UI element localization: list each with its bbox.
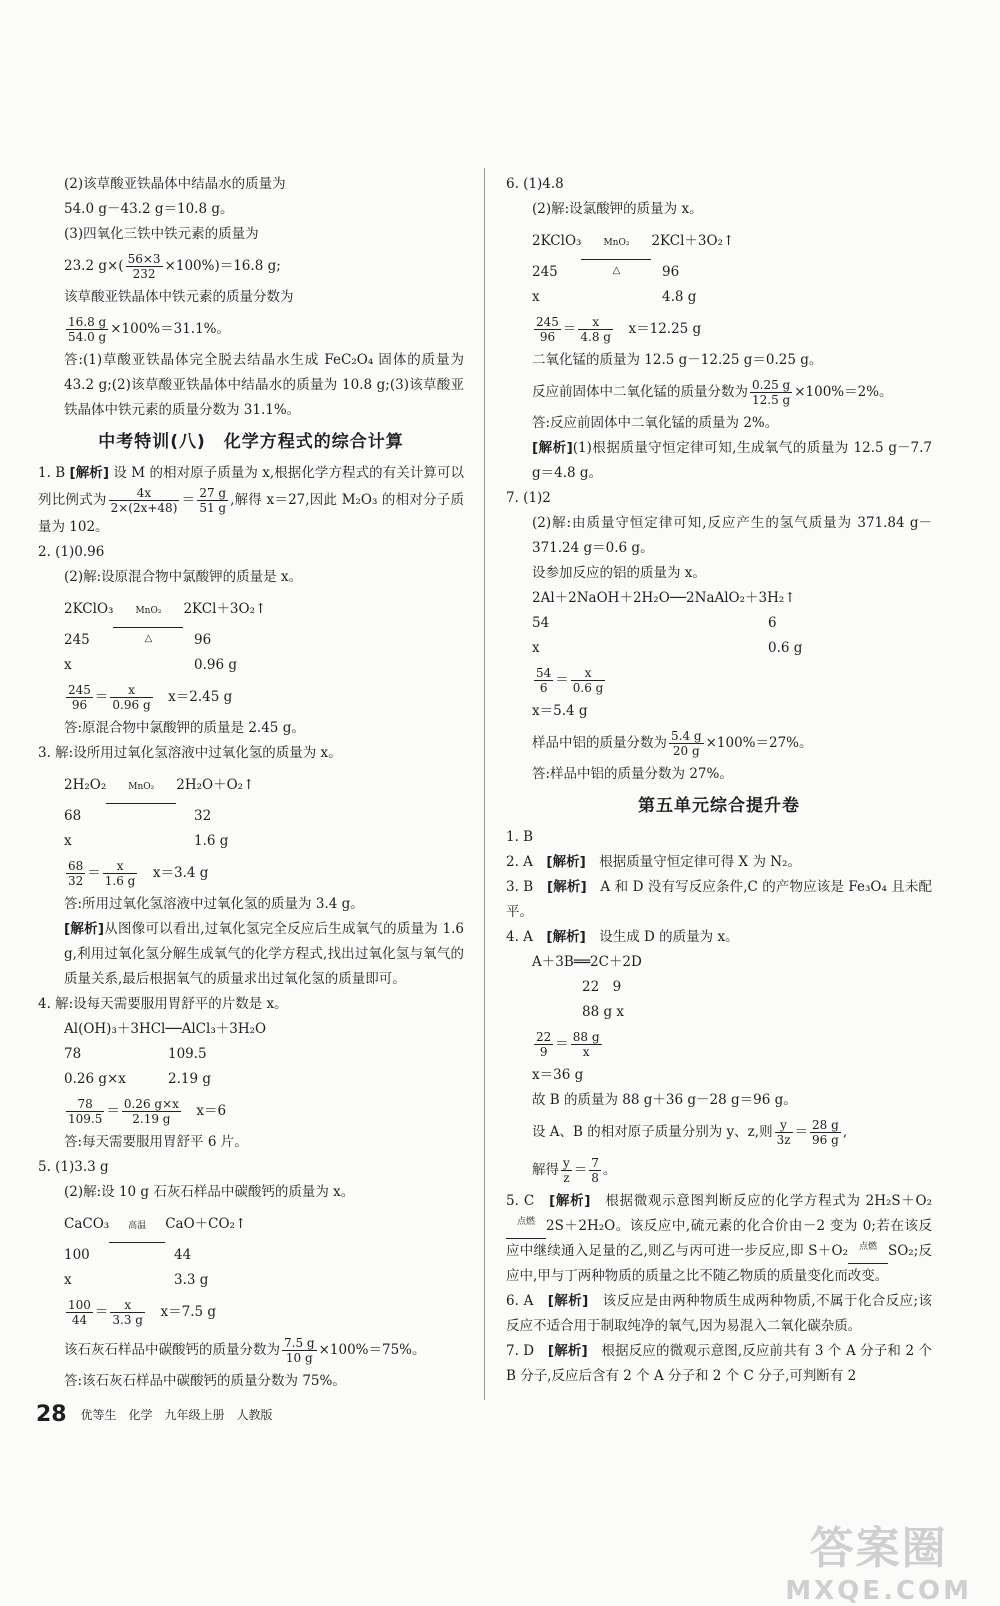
numerator: 27 g — [199, 486, 227, 500]
numerator: x — [578, 315, 613, 330]
reactants: 2KClO₃ — [532, 233, 582, 249]
numerator: 54 — [536, 666, 552, 680]
reaction-arrow — [848, 1242, 888, 1264]
unit-question-7 — [506, 1339, 932, 1389]
unit-question-5 — [506, 1189, 932, 1289]
catalyst: MnO₂ — [128, 782, 155, 792]
result: x＝3.4 g — [152, 865, 209, 881]
analysis-tag: [解析] — [69, 465, 110, 481]
question-2: 2. (1)0.96 — [38, 544, 105, 560]
formula-text: ×100%＝27%。 — [705, 735, 813, 751]
result: x＝6 — [196, 1103, 227, 1119]
mass-value: 32 — [194, 808, 212, 824]
denominator: 6 — [539, 681, 548, 695]
mass-row — [38, 653, 464, 678]
analysis-tag: [解析] — [549, 1193, 591, 1209]
text-line: (3)四氧化三铁中铁元素的质量为 — [64, 226, 259, 242]
answer-paragraph: 答:(1)草酸亚铁晶体完全脱去结晶水生成 FeC₂O₄ 固体的质量为 43.2 g;(2)该草酸亚铁晶体中结晶水的质量为 10.8 g;(3)该草酸亚铁晶体中铁元素的质量分数为 31.1%。 — [64, 352, 464, 418]
formula-line — [38, 247, 464, 285]
fraction — [775, 1118, 793, 1147]
answer-line: 答:所用过氧化氢溶液中过氧化氢的质量为 3.4 g。 — [64, 896, 364, 912]
result-line: x＝36 g — [532, 1067, 584, 1083]
mass-value: 0.6 g — [768, 640, 803, 656]
numerator: 4x — [109, 486, 180, 501]
numerator: 245 — [536, 315, 559, 329]
formula-text: 样品中铝的质量分数为 — [532, 735, 667, 751]
fraction — [66, 683, 93, 712]
numerator: 0.25 g — [752, 378, 791, 392]
formula-line — [506, 724, 932, 762]
mass-value: x — [64, 657, 72, 673]
formula-text: ×100%＝31.1%。 — [110, 321, 231, 337]
reaction-arrow — [109, 1221, 165, 1243]
denominator: 2×(2x+48) — [110, 501, 178, 515]
fraction — [669, 729, 704, 758]
result: x＝7.5 g — [160, 1304, 217, 1320]
page-number: 28 — [36, 1402, 67, 1427]
column-divider — [484, 168, 485, 1400]
denominator: 109.5 — [68, 1112, 103, 1126]
fraction — [103, 859, 138, 888]
fraction — [534, 315, 561, 344]
fraction — [810, 1118, 841, 1147]
reaction-arrow — [506, 1217, 546, 1239]
fraction — [589, 1156, 601, 1185]
analysis-text: A 和 D 没有写反应条件,C 的产物应该是 Fe₃O₄ 且未配平。 — [506, 879, 933, 920]
reactant: O₂ — [915, 1193, 932, 1209]
watermark-url: MXQE.COM — [785, 1576, 972, 1606]
reaction-arrow — [581, 238, 651, 276]
products: 2H₂O＋O₂↑ — [176, 777, 255, 793]
mass-value: 245 — [64, 632, 90, 648]
question-number: 4. A — [506, 929, 533, 945]
fraction — [571, 1030, 602, 1059]
numerator: y — [563, 1156, 570, 1170]
analysis-text: (1)根据质量守恒定律可知,生成氧气的质量为 12.5 g－7.7 g＝4.8 g。 — [532, 440, 932, 481]
unit-question-6 — [506, 1289, 932, 1339]
denominator: 10 g — [285, 1351, 313, 1365]
mass-row: 22 9 — [582, 979, 622, 995]
mass-value: 245 — [532, 264, 558, 280]
formula-line: 解得 $\frac{y}{z}$ ＝ $\frac{7}{8}$ 。 — [532, 1156, 617, 1185]
mass-value: 78 — [64, 1046, 82, 1062]
reactant: O₂ — [831, 1243, 848, 1259]
denominator: 3z — [776, 1133, 791, 1147]
question-text: 设 M 的相对原子质量为 x,根据化学方程式的有关计算可以列比例式为 — [38, 465, 465, 508]
mass-value: 68 — [64, 808, 82, 824]
fraction — [109, 486, 180, 515]
analysis-tag: [解析] — [532, 440, 573, 456]
analysis-text: 根据质量守恒定律可得 X 为 N₂。 — [599, 854, 801, 870]
denominator: 3.3 g — [112, 1313, 143, 1327]
text-line: (2)解:设 10 g 石灰石样品中碳酸钙的质量为 x。 — [64, 1184, 355, 1200]
formula-text: ×100%)＝16.8 g; — [164, 258, 281, 274]
unit-question-3 — [506, 875, 932, 925]
fraction — [66, 1097, 104, 1126]
section-heading: 第五单元综合提升卷 — [638, 796, 800, 816]
question-number: 3. B — [506, 879, 534, 895]
section-heading: 中考特训(八) 化学方程式的综合计算 — [98, 432, 404, 452]
proportion: $\frac{78}{109.5}$ ＝ $\frac{0.26 g\times x}{2.19 g}$ x＝6 — [68, 1097, 227, 1126]
analysis-text: 根据反应的微观示意图,反应前共有 3 个 A 分子和 2 个 B 分子,反应后含有 2 个 A 分子和 2 个 C 分子,可判断有 2 — [506, 1343, 933, 1384]
fraction — [110, 683, 152, 712]
condition: 点燃 — [516, 1217, 535, 1227]
chemical-equation — [38, 766, 464, 804]
formula-line — [38, 1331, 464, 1369]
question-number: 6. A — [506, 1293, 534, 1309]
proportion: $\frac{68}{32}$ ＝ $\frac{x}{1.6 g}$ x＝3.4 g — [68, 859, 209, 888]
numerator: 56×3 — [127, 252, 161, 266]
analysis-text: 设生成 D 的质量为 x。 — [599, 929, 739, 945]
numerator: 0.26 g×x — [123, 1097, 179, 1111]
formula-text: 反应前固体中二氧化锰的质量分数为 — [532, 384, 748, 400]
unit-question-1: 1. B — [506, 829, 534, 845]
book-title: 优等生 化学 九年级上册 人教版 — [80, 1408, 273, 1422]
mass-value: 96 — [194, 632, 212, 648]
answer-line: 答:反应前固体中二氧化锰的质量为 2%。 — [532, 415, 779, 431]
mass-row: 88 g x — [582, 1004, 625, 1020]
formula-text: 该石灰石样品中碳酸钙的质量分数为 — [64, 1342, 280, 1358]
numerator: x — [110, 1298, 145, 1313]
text-line: 54.0 g－43.2 g＝10.8 g。 — [64, 201, 234, 217]
analysis-tag: [解析] — [547, 1293, 589, 1309]
mass-value: 109.5 — [168, 1046, 207, 1062]
text-line: 故 B 的质量为 88 g＋36 g－28 g＝96 g。 — [532, 1092, 797, 1108]
chemical-equation: Al(OH)₃＋3HCl──AlCl₃＋3H₂O — [64, 1021, 267, 1037]
numerator: x — [103, 859, 138, 874]
answer-line: 答:该石灰石样品中碳酸钙的质量分数为 75%。 — [64, 1373, 346, 1389]
analysis-text: 根据微观示意图判断反应的化学方程式为 2H₂S＋ — [605, 1193, 916, 1209]
chemical-equation: A＋3B══2C＋2D — [532, 954, 642, 970]
watermark-logo — [785, 1512, 972, 1606]
numerator: 7.5 g — [284, 1336, 315, 1350]
proportion: $\frac{245}{96}$ ＝ $\frac{x}{0.96 g}$ x＝2.45 g — [68, 683, 233, 712]
proportion: $\frac{245}{96}$ ＝ $\frac{x}{4.8 g}$ x＝12.25 g — [536, 315, 702, 344]
mass-value: 44 — [174, 1247, 192, 1263]
formula-text: ×100%＝75%。 — [318, 1342, 426, 1358]
analysis-tag: [解析] — [547, 1343, 588, 1359]
mass-value: x — [64, 1272, 72, 1288]
unit-question-4 — [506, 925, 932, 950]
mass-value: 4.8 g — [662, 289, 697, 305]
mass-value: 54 — [532, 615, 550, 631]
denominator: 96 g — [812, 1133, 839, 1147]
mass-row — [38, 1268, 464, 1293]
fraction — [66, 1298, 93, 1327]
proportion: $\frac{54}{6}$ ＝ $\frac{x}{0.6 g}$ — [536, 666, 604, 695]
denominator: 232 — [132, 267, 156, 281]
mass-row — [38, 628, 464, 653]
analysis-paragraph — [506, 436, 932, 486]
fraction — [571, 666, 606, 695]
fraction — [110, 1298, 145, 1327]
analysis-text: 2S＋2H₂O。该反应中,硫元素的化合价由－2 变为 0;若在该反应中继续通入足量的乙,则乙与丙可进一步反应,即 S＋ — [506, 1218, 932, 1259]
mass-value: 3.3 g — [174, 1272, 209, 1288]
mass-row — [506, 636, 932, 661]
numerator: 16.8 g — [68, 315, 107, 329]
numerator: 245 — [68, 683, 91, 697]
analysis-paragraph — [38, 917, 464, 992]
formula-text: 设 A、B 的相对原子质量分别为 y、z,则 — [532, 1124, 773, 1140]
fraction — [282, 1336, 317, 1365]
question-number: 2. A — [506, 854, 533, 870]
denominator: 44 — [71, 1313, 88, 1327]
mass-value: 1.6 g — [194, 833, 229, 849]
denominator: 51 g — [199, 501, 227, 515]
right-column — [506, 172, 932, 1389]
numerator: 88 g — [572, 1030, 600, 1044]
condition: 点燃 — [858, 1242, 877, 1252]
products: 2KCl＋3O₂↑ — [183, 601, 267, 617]
mass-row — [38, 829, 464, 854]
denominator: 1.6 g — [104, 874, 136, 888]
formula-line — [38, 310, 464, 348]
fraction — [66, 315, 108, 344]
text-line: (2)解:设原混合物中氯酸钾的质量是 x。 — [64, 569, 303, 585]
analysis-tag: [解析] — [546, 929, 586, 945]
analysis-text: 该反应是由两种物质生成两种物质,不属于化合反应;该反应不适合用于制取纯净的氧气,因为易混入二氧化碳杂质。 — [506, 1293, 933, 1334]
denominator: z — [563, 1171, 570, 1185]
result: x＝12.25 g — [628, 321, 702, 337]
result-line: x＝5.4 g — [532, 703, 588, 719]
mass-value: x — [532, 640, 540, 656]
question-5: 5. (1)3.3 g — [38, 1159, 109, 1175]
catalyst: MnO₂ — [135, 606, 162, 616]
mass-row — [38, 1243, 464, 1268]
question-3: 3. 解:设所用过氧化氢溶液中过氧化氢的质量为 x。 — [38, 745, 342, 761]
unit-question-2 — [506, 850, 932, 875]
reactants: 2H₂O₂ — [64, 777, 107, 793]
proportion: $\frac{100}{44}$ ＝ $\frac{x}{3.3 g}$ x＝7.5 g — [68, 1298, 217, 1327]
reactants: CaCO₃ — [64, 1216, 110, 1232]
denominator: 96 — [539, 330, 556, 344]
analysis-text: SO₂;反应中,甲与丁两种物质的质量之比不随乙物质的质量变化而改变。 — [506, 1243, 933, 1284]
mass-row — [38, 1042, 464, 1067]
mass-value: 96 — [662, 264, 680, 280]
heat-symbol: △ — [144, 633, 153, 644]
proportion: $\frac{22}{9}$ ＝ $\frac{88 g}{x}$ — [536, 1030, 600, 1059]
mass-value: x — [64, 833, 72, 849]
mass-row — [506, 260, 932, 285]
question-4: 4. 解:设每天需要服用胃舒平的片数是 x。 — [38, 996, 288, 1012]
numerator: 22 — [536, 1030, 552, 1044]
formula-line — [506, 373, 932, 411]
mass-value: 6 — [768, 615, 777, 631]
chemical-equation — [38, 1205, 464, 1243]
chemical-equation: 2Al＋2NaOH＋2H₂O──2NaAlO₂＋3H₂↑ — [532, 590, 796, 606]
mass-value: 100 — [64, 1247, 90, 1263]
watermark-text: 答案圈 — [809, 1523, 948, 1574]
numerator: 78 — [66, 1097, 104, 1112]
text-line: (2)解:设氯酸钾的质量为 x。 — [532, 201, 703, 217]
numerator: y — [775, 1118, 793, 1133]
answer-line: 答:每天需要服用胃舒平 6 片。 — [64, 1134, 248, 1150]
formula-text: 23.2 g×( — [64, 258, 124, 274]
numerator: 5.4 g — [671, 729, 702, 743]
reactants: 2KClO₃ — [64, 601, 114, 617]
heat-symbol: △ — [612, 265, 621, 276]
denominator: 0.96 g — [112, 698, 151, 712]
question-number: 5. C — [506, 1193, 535, 1209]
analysis-text: 从图像可以看出,过氧化氢完全反应后生成氧气的质量为 1.6 g,利用过氧化氢分解生成氧气的化学方程式,找出过氧化氢与氧气的质量关系,最后根据氧气的质量求出过氧化氢的质量即可。 — [64, 921, 464, 987]
catalyst: MnO₂ — [603, 238, 630, 248]
numerator: x — [571, 666, 606, 681]
formula-text: 解得 — [532, 1162, 559, 1178]
denominator: 0.6 g — [572, 681, 604, 695]
mass-row — [38, 804, 464, 829]
formula-line: 设 A、B 的相对原子质量分别为 y、z,则 $\frac{y}{3z}$ ＝ $\frac{28 g}{96 g}$ , — [532, 1118, 848, 1147]
answer-line: 答:样品中铝的质量分数为 27%。 — [532, 766, 733, 782]
denominator: x — [582, 1045, 590, 1059]
numerator: x — [110, 683, 152, 698]
denominator: 32 — [68, 874, 84, 888]
analysis-tag: [解析] — [546, 879, 587, 895]
fraction — [561, 1156, 572, 1185]
analysis-tag: [解析] — [546, 854, 586, 870]
fraction — [66, 859, 85, 888]
question-6: 6. (1)4.8 — [506, 176, 564, 192]
denominator: 12.5 g — [752, 393, 791, 407]
denominator: 54.0 g — [68, 330, 107, 344]
equals: ＝ — [181, 492, 196, 508]
fraction — [122, 1097, 181, 1126]
question-number: 1. B — [38, 465, 66, 481]
products: CaO＋CO₂↑ — [165, 1216, 247, 1232]
page-footer — [36, 1402, 272, 1428]
fraction — [750, 378, 792, 407]
denominator: 96 — [71, 698, 88, 712]
text-line: (2)该草酸亚铁晶体中结晶水的质量为 — [64, 176, 286, 192]
question-text: ,解得 x＝27,因此 M₂O₃ 的相对分子质量为 102。 — [38, 492, 465, 535]
formula-text: ×100%＝2%。 — [794, 384, 893, 400]
mass-value: 0.26 g×x — [64, 1071, 126, 1087]
denominator: 8 — [591, 1171, 599, 1185]
text-line: 该草酸亚铁晶体中铁元素的质量分数为 — [64, 289, 294, 305]
mass-row — [38, 1067, 464, 1092]
question-7: 7. (1)2 — [506, 490, 551, 506]
condition: 高温 — [128, 1221, 147, 1231]
answer-line: 答:原混合物中氯酸钾的质量是 2.45 g。 — [64, 720, 305, 736]
fraction — [126, 252, 163, 281]
question-number: 7. D — [506, 1343, 535, 1359]
fraction — [197, 486, 228, 515]
denominator: 20 g — [672, 744, 700, 758]
mass-value: x — [532, 289, 540, 305]
products: 2KCl＋3O₂↑ — [651, 233, 735, 249]
fraction — [534, 1030, 553, 1059]
fraction — [534, 666, 553, 695]
left-column — [38, 172, 464, 1394]
result: x＝2.45 g — [168, 689, 233, 705]
denominator: 4.8 g — [580, 330, 611, 344]
mass-value: 0.96 g — [194, 657, 237, 673]
text-paragraph: (2)解:由质量守恒定律可知,反应产生的氢气质量为 371.84 g－371.24 g＝0.6 g。 — [532, 515, 932, 556]
text-line: 二氧化锰的质量为 12.5 g－12.25 g＝0.25 g。 — [532, 352, 823, 368]
numerator: 100 — [68, 1298, 91, 1312]
fraction — [578, 315, 613, 344]
question-1 — [38, 461, 464, 540]
mass-value: 2.19 g — [168, 1071, 211, 1087]
numerator: 7 — [591, 1156, 599, 1170]
denominator: 9 — [539, 1045, 548, 1059]
mass-row — [506, 611, 932, 636]
numerator: 68 — [68, 859, 84, 873]
reaction-arrow — [113, 606, 183, 644]
numerator: 28 g — [812, 1118, 839, 1132]
reaction-arrow — [106, 782, 176, 804]
analysis-tag: [解析] — [64, 921, 104, 937]
denominator: 2.19 g — [132, 1112, 171, 1126]
text-line: 设参加反应的铝的质量为 x。 — [532, 565, 706, 581]
mass-row — [506, 285, 932, 310]
